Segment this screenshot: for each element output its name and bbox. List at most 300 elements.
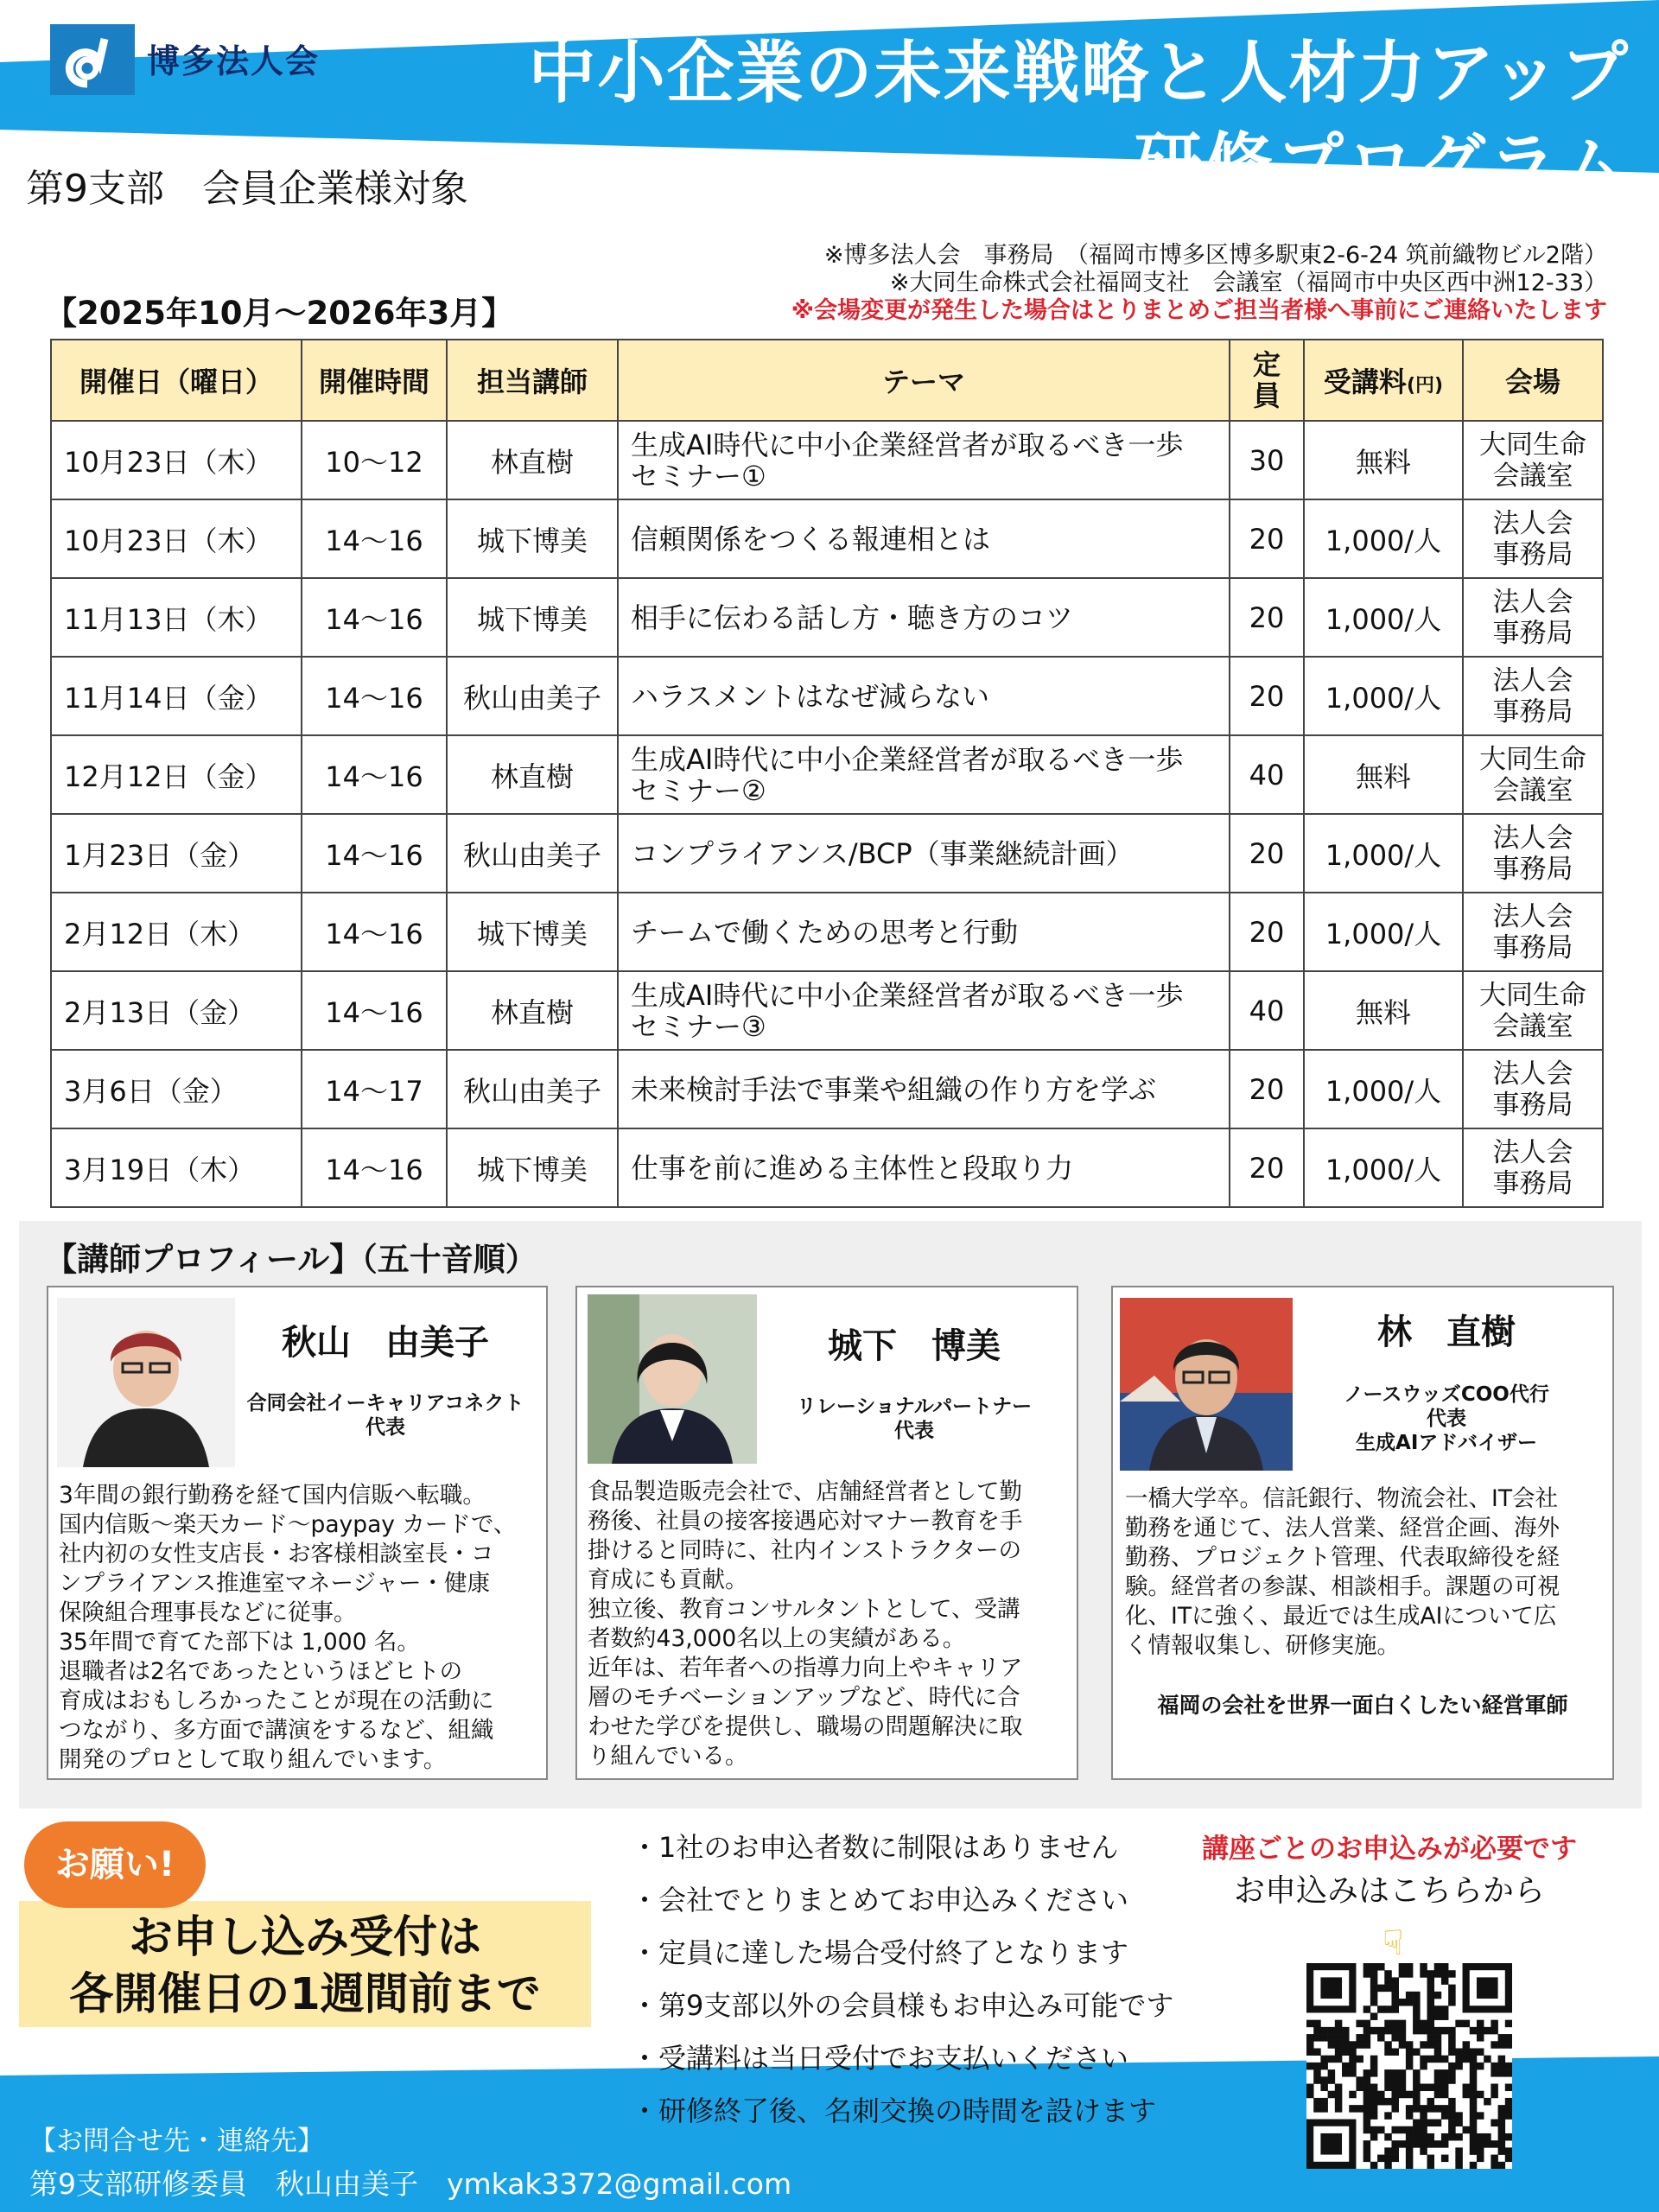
qr-module — [1498, 2105, 1506, 2113]
qr-module — [1335, 2048, 1343, 2056]
qr-module — [1491, 2069, 1498, 2077]
qr-module — [1498, 2120, 1506, 2127]
qr-module — [1399, 2034, 1407, 2042]
qr-module — [1413, 2105, 1421, 2113]
profile-card-hayashi — [1111, 1286, 1614, 1780]
qr-module — [1470, 2126, 1478, 2134]
qr-module — [1328, 2056, 1336, 2063]
qr-module — [1384, 2112, 1392, 2120]
qr-module — [1477, 2140, 1484, 2148]
qr-module — [1320, 2084, 1328, 2092]
qr-module — [1420, 1970, 1427, 1978]
qr-module — [1399, 2027, 1407, 2035]
profile-card-akiyama — [47, 1286, 548, 1780]
qr-module — [1313, 2076, 1321, 2084]
qr-module — [1370, 2126, 1378, 2134]
qr-module — [1470, 2162, 1478, 2169]
qr-module — [1427, 1985, 1435, 1993]
qr-module — [1434, 1963, 1442, 1971]
cell-lecturer: 秋山由美子 — [447, 814, 618, 893]
qr-module — [1370, 1970, 1378, 1978]
qr-module — [1505, 2041, 1512, 2049]
qr-module — [1349, 2091, 1357, 2099]
qr-module — [1434, 2048, 1442, 2056]
qr-module — [1349, 2063, 1357, 2070]
qr-module — [1399, 2076, 1407, 2084]
cell-capacity: 20 — [1230, 814, 1304, 893]
qr-module — [1448, 2120, 1456, 2127]
cell-venue: 法人会 事務局 — [1463, 893, 1603, 971]
qr-module — [1498, 2133, 1506, 2141]
venue-change-note: ※会場変更が発生した場合はとりまとめご担当者様へ事前にご連絡いたします — [791, 297, 1607, 324]
list-item: ・受講料は当日受付でお支払いください — [631, 2042, 1129, 2075]
qr-module — [1391, 2069, 1399, 2077]
qr-module — [1441, 1977, 1449, 1985]
qr-module — [1441, 2069, 1449, 2077]
qr-module — [1434, 2076, 1442, 2084]
qr-module — [1420, 2063, 1427, 2070]
qr-module — [1406, 1999, 1414, 2006]
qr-module — [1335, 2098, 1343, 2106]
qr-module — [1342, 2048, 1350, 2056]
qr-module — [1491, 2063, 1498, 2070]
logo-mark-icon — [53, 27, 132, 92]
list-item: ・定員に達した場合受付終了となります — [631, 1936, 1129, 1969]
qr-module — [1470, 2091, 1478, 2099]
program-period: 【2025年10月～2026年3月】 — [45, 295, 514, 332]
cell-lecturer: 城下博美 — [447, 499, 618, 578]
header-date: 開催日（曜日） — [51, 340, 302, 421]
qr-module — [1391, 1999, 1399, 2006]
lecturer-title-akiyama: 合同会社イーキャリアコネクト 代表 — [246, 1392, 524, 1439]
organization-logo — [50, 24, 135, 95]
qr-module — [1448, 2076, 1456, 2084]
qr-module — [1406, 2133, 1414, 2141]
qr-module — [1363, 2112, 1371, 2120]
venue-note-2: ※大同生命株式会社福岡支社 会議室（福岡市中央区西中洲12-33） — [889, 270, 1607, 296]
cell-venue: 法人会 事務局 — [1463, 578, 1603, 657]
qr-module — [1391, 2126, 1399, 2134]
qr-module — [1441, 1970, 1449, 1978]
qr-module — [1391, 2105, 1399, 2113]
qr-module — [1463, 2056, 1471, 2063]
qr-module — [1498, 2069, 1506, 2077]
qr-module — [1399, 1999, 1407, 2006]
qr-module — [1370, 2162, 1378, 2169]
qr-module — [1370, 2098, 1378, 2106]
qr-module — [1498, 2140, 1506, 2148]
qr-module — [1320, 2034, 1328, 2042]
qr-module — [1420, 1963, 1427, 1971]
qr-module — [1328, 2091, 1336, 2099]
qr-module — [1356, 2020, 1363, 2028]
qr-module — [1370, 2069, 1378, 2077]
qr-module — [1491, 2020, 1498, 2028]
qr-module — [1363, 2120, 1371, 2127]
qr-module — [1370, 1963, 1378, 1971]
list-item: ・1社のお申込者数に制限はありません — [631, 1831, 1119, 1864]
qr-module — [1406, 2105, 1414, 2113]
cell-theme: チームで働くための思考と行動 — [618, 893, 1230, 971]
cell-time: 14～16 — [302, 657, 447, 735]
qr-module — [1406, 1992, 1414, 1999]
qr-module — [1441, 2155, 1449, 2163]
qr-module — [1391, 2020, 1399, 2028]
organization-name: 博多法人会 — [147, 42, 321, 80]
qr-module — [1406, 2091, 1414, 2099]
qr-module — [1463, 2091, 1471, 2099]
qr-module — [1399, 1963, 1407, 1971]
qr-module — [1505, 2133, 1512, 2141]
lecturer-photo-hayashi — [1120, 1298, 1293, 1471]
header-fee: 受講料(円) — [1304, 340, 1463, 421]
qr-module — [1399, 2020, 1407, 2028]
cell-date: 10月23日（木） — [51, 421, 302, 499]
qr-module — [1484, 2056, 1491, 2063]
qr-module — [1335, 2041, 1343, 2049]
qr-module — [1349, 2041, 1357, 2049]
cell-time: 14～16 — [302, 1128, 447, 1207]
qr-module — [1491, 2041, 1498, 2049]
qr-module — [1384, 2048, 1392, 2056]
qr-module — [1306, 2091, 1314, 2099]
qr-module — [1463, 2020, 1471, 2028]
cell-fee: 無料 — [1304, 421, 1463, 499]
qr-module — [1470, 2140, 1478, 2148]
qr-module — [1370, 2012, 1378, 2020]
qr-module — [1505, 2069, 1512, 2077]
qr-module — [1455, 2155, 1463, 2163]
qr-module — [1363, 2155, 1371, 2163]
qr-module — [1384, 2162, 1392, 2169]
qr-module — [1477, 2027, 1484, 2035]
qr-module — [1399, 2091, 1407, 2099]
qr-module — [1413, 2069, 1421, 2077]
qr-module — [1434, 2005, 1442, 2013]
qr-module — [1413, 2098, 1421, 2106]
qr-module — [1420, 2147, 1427, 2155]
qr-module — [1491, 2120, 1498, 2127]
qr-module — [1448, 1970, 1456, 1978]
qr-module — [1427, 2120, 1435, 2127]
cell-fee: 1,000/人 — [1304, 1128, 1463, 1207]
qr-module — [1413, 2126, 1421, 2134]
qr-module — [1477, 2133, 1484, 2141]
qr-module — [1399, 2084, 1407, 2092]
qr-module — [1427, 2133, 1435, 2141]
header-time: 開催時間 — [302, 340, 447, 421]
qr-module — [1406, 2048, 1414, 2056]
qr-module — [1448, 2105, 1456, 2113]
profile-heading: 【講師プロフィール】（五十音順） — [45, 1241, 537, 1278]
qr-module — [1391, 2027, 1399, 2035]
cell-theme: ハラスメントはなぜ減らない — [618, 657, 1230, 735]
qr-module — [1477, 2020, 1484, 2028]
qr-module — [1406, 2155, 1414, 2163]
header-capacity: 定 員 — [1230, 340, 1304, 421]
cell-venue: 法人会 事務局 — [1463, 1128, 1603, 1207]
qr-module — [1498, 2041, 1506, 2049]
cell-date: 2月12日（木） — [51, 893, 302, 971]
qr-module — [1384, 2041, 1392, 2049]
cell-capacity: 40 — [1230, 735, 1304, 814]
qr-module — [1470, 2098, 1478, 2106]
qr-module — [1342, 2041, 1350, 2049]
cell-date: 3月19日（木） — [51, 1128, 302, 1207]
qr-module — [1406, 2112, 1414, 2120]
qr-module — [1427, 2105, 1435, 2113]
qr-module — [1370, 1977, 1378, 1985]
cell-venue: 大同生命 会議室 — [1463, 421, 1603, 499]
cell-date: 10月23日（木） — [51, 499, 302, 578]
qr-module — [1335, 2027, 1343, 2035]
qr-finder — [1477, 1977, 1498, 1999]
qr-module — [1413, 1992, 1421, 1999]
contact-info: 第9支部研修委員 秋山由美子 ymkak3372@gmail.com — [29, 2167, 792, 2201]
qr-module — [1306, 2084, 1314, 2092]
qr-module — [1448, 2098, 1456, 2106]
qr-module — [1455, 2112, 1463, 2120]
qr-module — [1391, 2048, 1399, 2056]
qr-module — [1441, 2105, 1449, 2113]
application-notes-list — [631, 1821, 1173, 2138]
lecturer-motto-hayashi: 福岡の会社を世界一面白くしたい経営軍師 — [1157, 1693, 1568, 1718]
qr-module — [1391, 1992, 1399, 1999]
table-header-row — [51, 340, 1603, 421]
qr-module — [1313, 2027, 1321, 2035]
header-theme: テーマ — [618, 340, 1230, 421]
venue-note-1: ※博多法人会 事務局 （福岡市博多区博多駅東2-6-24 筑前織物ビル2階） — [823, 242, 1607, 269]
qr-module — [1413, 2120, 1421, 2127]
qr-module — [1420, 2027, 1427, 2035]
qr-module — [1328, 2041, 1336, 2049]
qr-module — [1384, 2133, 1392, 2141]
qr-module — [1413, 1999, 1421, 2006]
qr-module — [1413, 2091, 1421, 2099]
qr-module — [1505, 2084, 1512, 2092]
qr-module — [1427, 2041, 1435, 2049]
qr-module — [1313, 2034, 1321, 2042]
qr-module — [1434, 2140, 1442, 2148]
qr-module — [1448, 2063, 1456, 2070]
qr-module — [1384, 2069, 1392, 2077]
qr-module — [1498, 2126, 1506, 2134]
qr-module — [1477, 2155, 1484, 2163]
profile-card-shiroshita — [575, 1286, 1078, 1780]
qr-module — [1484, 2027, 1491, 2035]
qr-module — [1363, 2041, 1371, 2049]
qr-module — [1448, 2041, 1456, 2049]
qr-module — [1328, 2069, 1336, 2077]
cell-capacity: 20 — [1230, 578, 1304, 657]
qr-module — [1463, 2126, 1471, 2134]
table-row — [51, 499, 1603, 578]
qr-module — [1420, 2020, 1427, 2028]
qr-module — [1470, 2027, 1478, 2035]
qr-module — [1377, 2091, 1385, 2099]
qr-finder — [1320, 1977, 1342, 1999]
qr-module — [1413, 2020, 1421, 2028]
qr-module — [1448, 2048, 1456, 2056]
qr-module — [1427, 2155, 1435, 2163]
qr-module — [1413, 2027, 1421, 2035]
cell-theme: 仕事を前に進める主体性と段取り力 — [618, 1128, 1230, 1207]
qr-module — [1391, 2147, 1399, 2155]
cell-date: 1月23日（金） — [51, 814, 302, 893]
cell-time: 14～16 — [302, 971, 447, 1050]
qr-module — [1377, 1963, 1385, 1971]
qr-module — [1427, 2098, 1435, 2106]
qr-module — [1434, 2056, 1442, 2063]
qr-module — [1420, 2126, 1427, 2134]
qr-module — [1434, 2012, 1442, 2020]
cell-time: 14～16 — [302, 578, 447, 657]
qr-module — [1498, 2056, 1506, 2063]
qr-module — [1335, 2034, 1343, 2042]
qr-module — [1335, 2105, 1343, 2113]
qr-module — [1377, 2027, 1385, 2035]
qr-module — [1441, 2140, 1449, 2148]
cell-venue: 大同生命 会議室 — [1463, 971, 1603, 1050]
qr-module — [1363, 2126, 1371, 2134]
application-qr-code[interactable] — [1306, 1963, 1512, 2169]
qr-module — [1363, 2034, 1371, 2042]
qr-module — [1306, 2048, 1314, 2056]
page-title-line1: 中小企業の未来戦略と人材力アップ — [528, 35, 1630, 112]
qr-module — [1335, 2056, 1343, 2063]
qr-module — [1349, 2069, 1357, 2077]
qr-finder — [1320, 2133, 1342, 2155]
qr-module — [1455, 2120, 1463, 2127]
request-badge: お願い! — [24, 1821, 206, 1908]
qr-module — [1498, 2034, 1506, 2042]
qr-module — [1505, 2147, 1512, 2155]
qr-module — [1384, 2005, 1392, 2013]
cell-date: 2月13日（金） — [51, 971, 302, 1050]
table-row — [51, 893, 1603, 971]
cell-lecturer: 秋山由美子 — [447, 657, 618, 735]
table-row — [51, 1050, 1603, 1128]
qr-module — [1470, 2133, 1478, 2141]
schedule-table — [50, 339, 1604, 1208]
qr-module — [1420, 2041, 1427, 2049]
qr-module — [1313, 2020, 1321, 2028]
lecturer-photo-shiroshita — [588, 1294, 757, 1464]
qr-module — [1363, 2140, 1371, 2148]
qr-module — [1413, 2005, 1421, 2013]
venue-notes — [791, 242, 1607, 325]
cell-time: 14～17 — [302, 1050, 447, 1128]
qr-module — [1420, 2084, 1427, 2092]
qr-module — [1370, 1985, 1378, 1993]
qr-module — [1313, 2069, 1321, 2077]
qr-module — [1363, 1963, 1371, 1971]
qr-module — [1455, 2162, 1463, 2169]
apply-here-label: お申込みはこちらから — [1233, 1873, 1545, 1909]
qr-module — [1434, 1970, 1442, 1978]
qr-module — [1399, 2126, 1407, 2134]
qr-module — [1384, 2084, 1392, 2092]
qr-module — [1491, 2027, 1498, 2035]
qr-module — [1342, 2069, 1350, 2077]
table-row — [51, 578, 1603, 657]
qr-module — [1313, 2063, 1321, 2070]
qr-module — [1399, 2041, 1407, 2049]
qr-module — [1313, 2105, 1321, 2113]
qr-module — [1377, 2155, 1385, 2163]
cell-date: 11月13日（木） — [51, 578, 302, 657]
cell-time: 14～16 — [302, 893, 447, 971]
qr-module — [1448, 2027, 1456, 2035]
qr-module — [1342, 2034, 1350, 2042]
lecturer-title-hayashi: ノースウッズCOO代行 代表 生成AIアドバイザー — [1344, 1383, 1549, 1454]
qr-module — [1427, 2084, 1435, 2092]
qr-module — [1370, 2091, 1378, 2099]
qr-module — [1434, 2105, 1442, 2113]
qr-module — [1505, 2105, 1512, 2113]
qr-module — [1377, 1985, 1385, 1993]
qr-module — [1384, 1970, 1392, 1978]
qr-module — [1441, 2027, 1449, 2035]
qr-module — [1406, 2056, 1414, 2063]
qr-module — [1391, 2076, 1399, 2084]
qr-module — [1391, 2005, 1399, 2013]
qr-module — [1363, 2005, 1371, 2013]
qr-module — [1505, 2155, 1512, 2163]
qr-module — [1413, 2084, 1421, 2092]
lecturer-bio-akiyama: 3年間の銀行勤務を経て国内信販へ転職。 国内信販～楽天カード～paypay カードで、 社内初の女性支店長・お客様相談室長・コ ンプライアンス推進室マネージャー・健康 保険組合理事長などに従事。 35年間で育てた部下は 1,000 名。 退職者は2名であったというほどヒトの 育成はおもしろかったことが現在の活動に つながり、多方面で講演をするなど、組織 開発のプロとして取り組んでいます。 — [59, 1482, 517, 1773]
qr-module — [1370, 2056, 1378, 2063]
table-row — [51, 657, 1603, 735]
qr-module — [1335, 2091, 1343, 2099]
qr-module — [1370, 2112, 1378, 2120]
cell-date: 12月12日（金） — [51, 735, 302, 814]
qr-module — [1470, 2120, 1478, 2127]
cell-lecturer: 城下博美 — [447, 578, 618, 657]
qr-module — [1484, 2133, 1491, 2141]
qr-module — [1356, 2084, 1363, 2092]
qr-module — [1441, 2005, 1449, 2013]
qr-module — [1384, 2020, 1392, 2028]
qr-module — [1356, 2105, 1363, 2113]
qr-module — [1306, 2063, 1314, 2070]
qr-module — [1470, 2048, 1478, 2056]
table-row — [51, 735, 1603, 814]
cell-lecturer: 秋山由美子 — [447, 1050, 618, 1128]
qr-module — [1427, 1977, 1435, 1985]
lecturer-title-shiroshita: リレーショナルパートナー 代表 — [796, 1395, 1033, 1442]
qr-module — [1391, 2091, 1399, 2099]
lecturer-photo-akiyama — [57, 1298, 235, 1467]
qr-module — [1320, 2076, 1328, 2084]
qr-module — [1441, 2091, 1449, 2099]
qr-module — [1420, 2105, 1427, 2113]
qr-module — [1363, 2027, 1371, 2035]
qr-module — [1377, 2126, 1385, 2134]
qr-module — [1434, 2091, 1442, 2099]
qr-module — [1441, 2084, 1449, 2092]
qr-module — [1356, 2034, 1363, 2042]
qr-module — [1391, 2140, 1399, 2148]
qr-module — [1455, 2048, 1463, 2056]
qr-module — [1335, 2020, 1343, 2028]
qr-module — [1328, 2076, 1336, 2084]
cell-theme: 未来検討手法で事業や組織の作り方を学ぶ — [618, 1050, 1230, 1128]
table-row — [51, 421, 1603, 499]
qr-module — [1470, 2076, 1478, 2084]
qr-module — [1370, 1992, 1378, 1999]
qr-module — [1406, 2041, 1414, 2049]
